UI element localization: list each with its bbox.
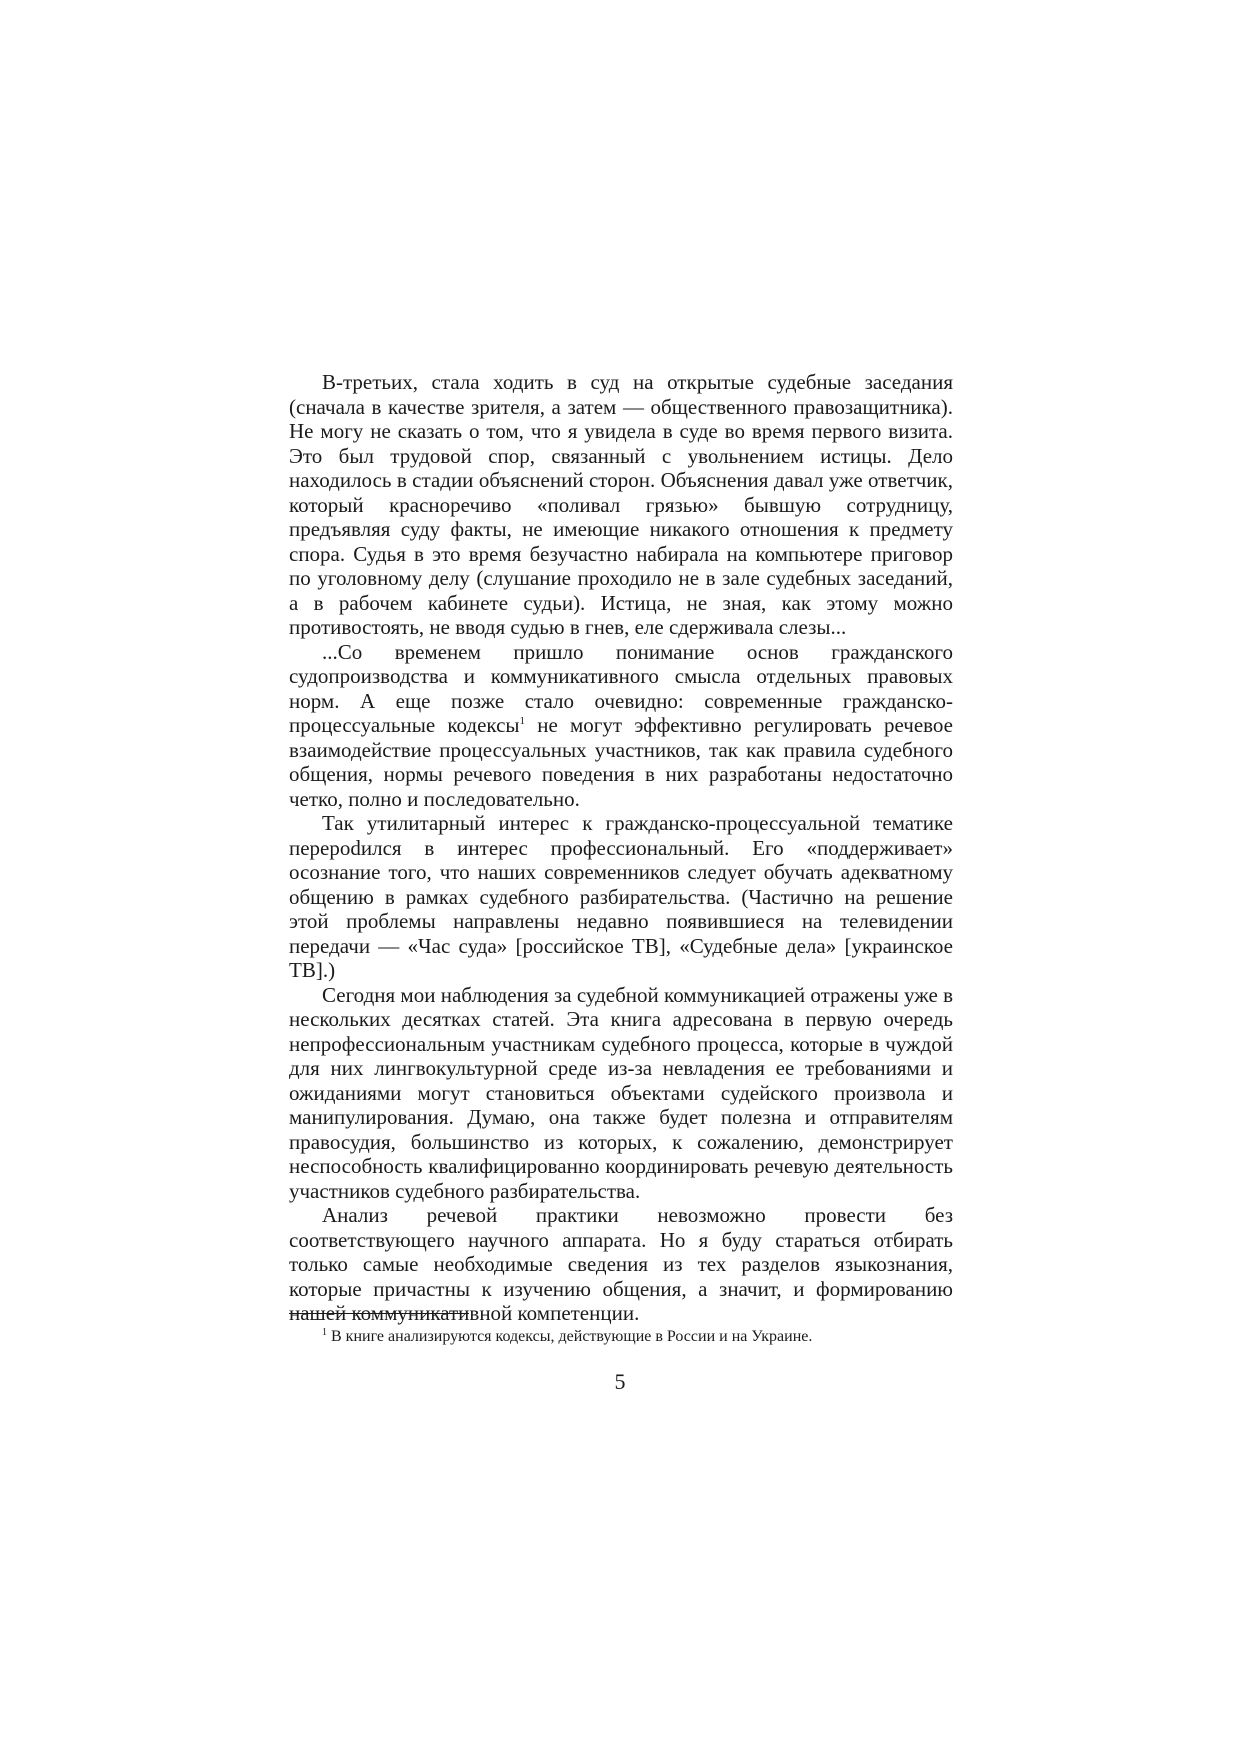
paragraph-2-text-after: не могут эффективно регулировать речевое взаимодействие процессуальных участников, так как правила судебного общения, нормы речевого поведения в них разработаны недостаточно четко, полно и последовательно. <box>289 713 953 811</box>
footnote-reference[interactable]: 1 <box>519 715 526 727</box>
footnote <box>322 1327 953 1347</box>
footnote-text: В книге анализируются кодексы, действующие в России и на Украине. <box>331 1328 813 1345</box>
paragraph-2-text-before: ...Со временем пришло понимание основ гражданского судопроизводства и коммуникативного смысла отдельных правовых норм. А еще позже стало очевидно: современные гражданско-процессуальные кодексы <box>289 639 953 737</box>
page-number: 5 <box>614 1369 626 1394</box>
paragraph-2 <box>289 640 953 812</box>
main-text <box>289 370 953 1326</box>
footnote-divider <box>289 1313 469 1314</box>
paragraph-4: Сегодня мои наблюдения за судебной коммуникацией отражены уже в нескольких десятках статей. Эта книга адресована в первую очередь непрофессиональным участникам судебного процесса, которые в чуждой для них лингвокультурной среде из-за невладения ее требованиями и ожиданиями могут становиться объектами судейского произвола и манипулирования. Думаю, она также будет полезна и отправителям правосудия, большинство из которых, к сожалению, демонстрирует неспособность квалифицированно координировать речевую деятельность участников судебного разбирательства. <box>289 982 953 1203</box>
paragraph-1: В-третьих, стала ходить в суд на открытые судебные заседания (сначала в качестве зрителя, а затем — общественного правозащитника). Не могу не сказать о том, что я увидела в суде во время первого визита. Это был трудовой спор, связанный с увольнением истицы. Дело находилось в стадии объяснений сторон. Объяснения давал уже ответчик, который красноречиво «поливал грязью» бывшую сотрудницу, предъявляя суду факты, не имеющие никакого отношения к предмету спора. Судья в это время безучастно набирала на компьютере приговор по уголовному делу (слушание проходило не в зале судебных заседаний, а в рабочем кабинете судьи). Истица, не зная, как этому можно противостоять, не вводя судью в гнев, еле сдерживала слезы... <box>289 370 953 639</box>
footnote-marker: 1 <box>322 1326 327 1338</box>
paragraph-5: Анализ речевой практики невозможно провести без соответствующего научного аппарата. Но я буду стараться отбирать только самые необходимые сведения из тех разделов языкознания, которые причастны к изучению общения, а значит, и формированию нашей коммуникативной компетенции. <box>289 1203 953 1325</box>
paragraph-3: Так утилитарный интерес к гражданско-процессуальной тематике перерodился в интерес профессиональный. Его «поддерживает» осознание того, что наших современников следует обучать адекватному общению в рамках судебного разбирательства. (Частично на решение этой проблемы направлены недавно появившиеся на телевидении передачи — «Час суда» [российское ТВ], «Судебные дела» [украинское ТВ].) <box>289 811 953 982</box>
